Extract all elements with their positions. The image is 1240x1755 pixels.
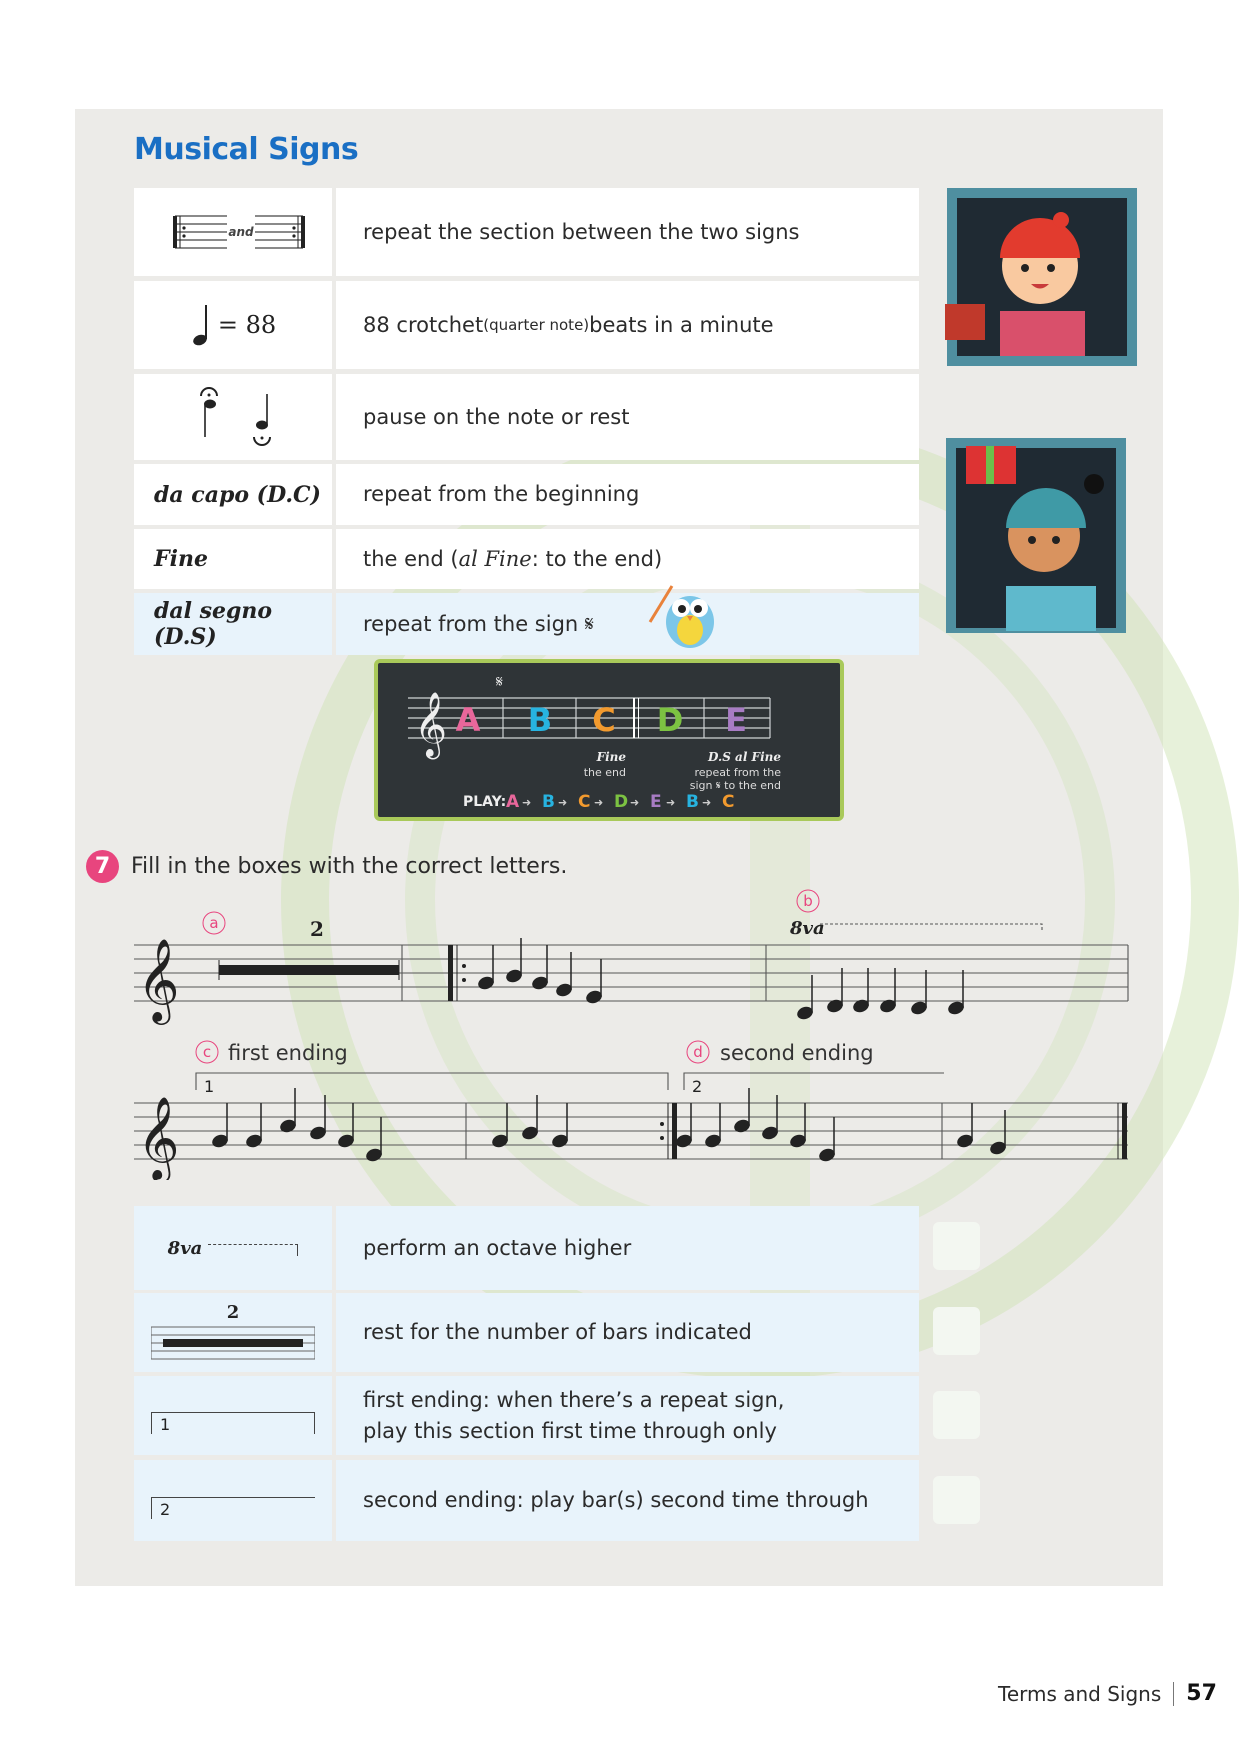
- arrow-icon: ➜: [630, 796, 640, 809]
- treble-clef-icon: 𝄞: [414, 692, 448, 757]
- repeat-barline-icon: [153, 210, 313, 254]
- fine-meaning: the end ( al Fine : to the end): [336, 529, 919, 589]
- fine-sub: the end: [583, 766, 626, 779]
- sign-row-da-capo: [134, 464, 919, 525]
- play-step: B: [542, 792, 555, 812]
- boy-window-illustration: [944, 436, 1144, 636]
- play-step: E: [650, 792, 662, 812]
- music-exercise: [0, 880, 1240, 1180]
- dal-segno-symbol: dal segno (D.S): [134, 593, 332, 655]
- crotchet-icon: [190, 303, 212, 347]
- play-step: A: [506, 792, 520, 812]
- answer-box-2[interactable]: [933, 1307, 980, 1355]
- da-capo-symbol: da capo (D.C): [134, 464, 332, 525]
- section-c: C: [592, 701, 616, 739]
- ottava-meaning: perform an octave higher: [336, 1206, 919, 1290]
- answer-box-4[interactable]: [933, 1476, 980, 1524]
- first-ending-label: first ending: [228, 1041, 348, 1065]
- first-ending-symbol: 1: [134, 1376, 332, 1455]
- dal-segno-meaning: repeat from the sign 𝄋: [336, 593, 919, 655]
- label-a: a: [209, 914, 219, 932]
- answer-row-ottava: [134, 1206, 919, 1290]
- multirest-meaning: rest for the number of bars indicated: [336, 1293, 919, 1372]
- ending-1-number: 1: [204, 1077, 215, 1096]
- footer-divider: [1173, 1682, 1174, 1706]
- ds-label: D.S al Fine: [708, 750, 781, 764]
- play-label: PLAY:: [463, 794, 507, 810]
- answer-row-multirest: [134, 1293, 919, 1372]
- section-b: B: [527, 701, 553, 739]
- play-step: B: [686, 792, 699, 812]
- sign-row-repeat: [134, 188, 919, 276]
- ottava-mark: 8va: [790, 918, 825, 939]
- fine-symbol: Fine: [134, 529, 332, 589]
- arrow-icon: ➜: [666, 796, 676, 809]
- segno-icon: 𝄋: [496, 672, 503, 691]
- fermata-icon: [183, 382, 283, 452]
- ending-2-number: 2: [692, 1077, 703, 1096]
- owl-illustration: [648, 580, 733, 652]
- answer-row-second-ending: [134, 1460, 919, 1541]
- second-ending-meaning: second ending: play bar(s) second time through: [336, 1460, 919, 1541]
- answer-row-first-ending: [134, 1376, 919, 1455]
- multirest-symbol: 2: [134, 1293, 332, 1372]
- second-ending-label: second ending: [720, 1041, 874, 1065]
- sign-row-dal-segno: [134, 593, 919, 655]
- play-step: C: [578, 792, 591, 812]
- question-7: [86, 850, 567, 883]
- arrow-icon: ➜: [558, 796, 568, 809]
- tempo-value: = 88: [217, 311, 277, 339]
- first-ending-meaning: first ending: when there’s a repeat sign, play this section first time through only: [336, 1376, 919, 1455]
- svg-text:and: and: [228, 225, 254, 239]
- label-d: d: [693, 1043, 703, 1061]
- page-number: 57: [1186, 1681, 1217, 1706]
- repeat-signs-symbol: [134, 188, 332, 276]
- section-a: A: [455, 701, 481, 739]
- ds-sub2: sign 𝄋 to the end: [689, 779, 781, 792]
- label-b: b: [803, 892, 813, 910]
- second-ending-symbol: 2: [134, 1460, 332, 1541]
- play-step: C: [722, 792, 735, 812]
- fermata-symbol: [134, 374, 332, 460]
- multirest-icon: [151, 1323, 315, 1363]
- ds-al-fine-chalkboard: [374, 659, 844, 821]
- answer-box-1[interactable]: [933, 1222, 980, 1270]
- repeat-meaning: repeat the section between the two signs: [336, 188, 919, 276]
- da-capo-meaning: repeat from the beginning: [336, 464, 919, 525]
- sign-row-pause: [134, 374, 919, 460]
- fine-label: Fine: [596, 750, 626, 764]
- page-title: Musical Signs: [134, 132, 359, 167]
- tempo-meaning: 88 crotchet (quarter note) beats in a minute: [336, 281, 919, 369]
- sign-row-tempo: [134, 281, 919, 369]
- section-name: Terms and Signs: [998, 1681, 1162, 1706]
- arrow-icon: ➜: [702, 796, 712, 809]
- tempo-symbol: [134, 281, 332, 369]
- treble-clef-icon: 𝄞: [137, 937, 180, 1021]
- label-c: c: [202, 1043, 212, 1061]
- section-d: D: [656, 701, 684, 739]
- multirest-count: 2: [310, 917, 324, 941]
- question-text: Fill in the boxes with the correct letters.: [131, 854, 568, 879]
- treble-clef-icon: 𝄞: [137, 1095, 180, 1179]
- ottava-symbol: 8va: [134, 1206, 332, 1290]
- page-footer: [998, 1681, 1217, 1706]
- girl-window-illustration: [945, 186, 1145, 371]
- ds-sub1: repeat from the: [694, 766, 781, 779]
- arrow-icon: ➜: [594, 796, 604, 809]
- chalkboard-staff: [378, 663, 840, 817]
- section-e: E: [725, 701, 747, 739]
- pause-meaning: pause on the note or rest: [336, 374, 919, 460]
- arrow-icon: ➜: [522, 796, 532, 809]
- sign-row-fine: [134, 529, 919, 589]
- play-step: D: [614, 792, 629, 812]
- answer-box-3[interactable]: [933, 1391, 980, 1439]
- question-number: 7: [86, 850, 119, 883]
